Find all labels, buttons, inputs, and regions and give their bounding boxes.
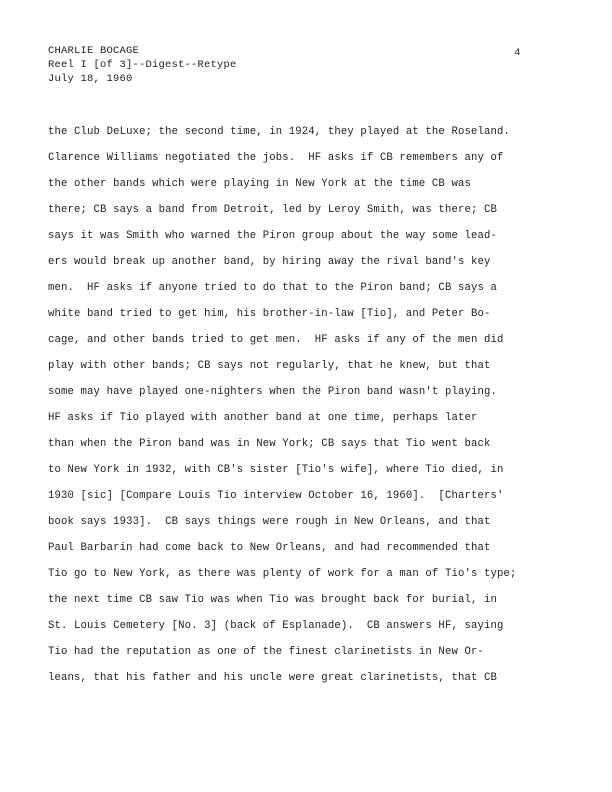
document-header [48,44,237,86]
text-line: book says 1933]. CB says things were rough in New Orleans, and that [48,516,491,528]
text-line: Tio had the reputation as one of the finest clarinetists in New Or- [48,646,484,658]
text-line: there; CB says a band from Detroit, led by Leroy Smith, was there; CB [48,204,498,216]
text-line: the next time CB saw Tio was when Tio was brought back for burial, in [48,594,498,606]
text-line: men. HF asks if anyone tried to do that to the Piron band; CB says a [48,282,498,294]
body-text [48,125,588,697]
text-line: leans, that his father and his uncle were great clarinetists, that CB [48,672,498,684]
reel-info: Reel I [of 3]--Digest--Retype [48,59,237,71]
text-line: than when the Piron band was in New York; CB says that Tio went back [48,438,491,450]
text-line: HF asks if Tio played with another band at one time, perhaps later [48,412,478,424]
page-number: 4 [514,47,521,59]
text-line: play with other bands; CB says not regularly, that he knew, but that [48,360,491,372]
text-line: Paul Barbarin had come back to New Orleans, and had recommended that [48,542,491,554]
interviewee-name: CHARLIE BOCAGE [48,45,140,57]
text-line: to New York in 1932, with CB's sister [Tio's wife], where Tio died, in [48,464,504,476]
text-line: the Club DeLuxe; the second time, in 1924, they played at the Roseland. [48,126,511,138]
text-line: cage, and other bands tried to get men. HF asks if any of the men did [48,334,504,346]
text-line: St. Louis Cemetery [No. 3] (back of Esplanade). CB answers HF, saying [48,620,504,632]
text-line: says it was Smith who warned the Piron group about the way some lead- [48,230,498,242]
text-line: Clarence Williams negotiated the jobs. HF asks if CB remembers any of [48,152,504,164]
text-line: the other bands which were playing in New York at the time CB was [48,178,471,190]
text-line: some may have played one-nighters when the Piron band wasn't playing. [48,386,498,398]
text-line: 1930 [sic] [Compare Louis Tio interview October 16, 1960]. [Charters' [48,490,504,502]
text-line: Tio go to New York, as there was plenty of work for a man of Tio's type; [48,568,517,580]
interview-date: July 18, 1960 [48,73,133,85]
text-line: ers would break up another band, by hiring away the rival band's key [48,256,491,268]
text-line: white band tried to get him, his brother-in-law [Tio], and Peter Bo- [48,308,491,320]
